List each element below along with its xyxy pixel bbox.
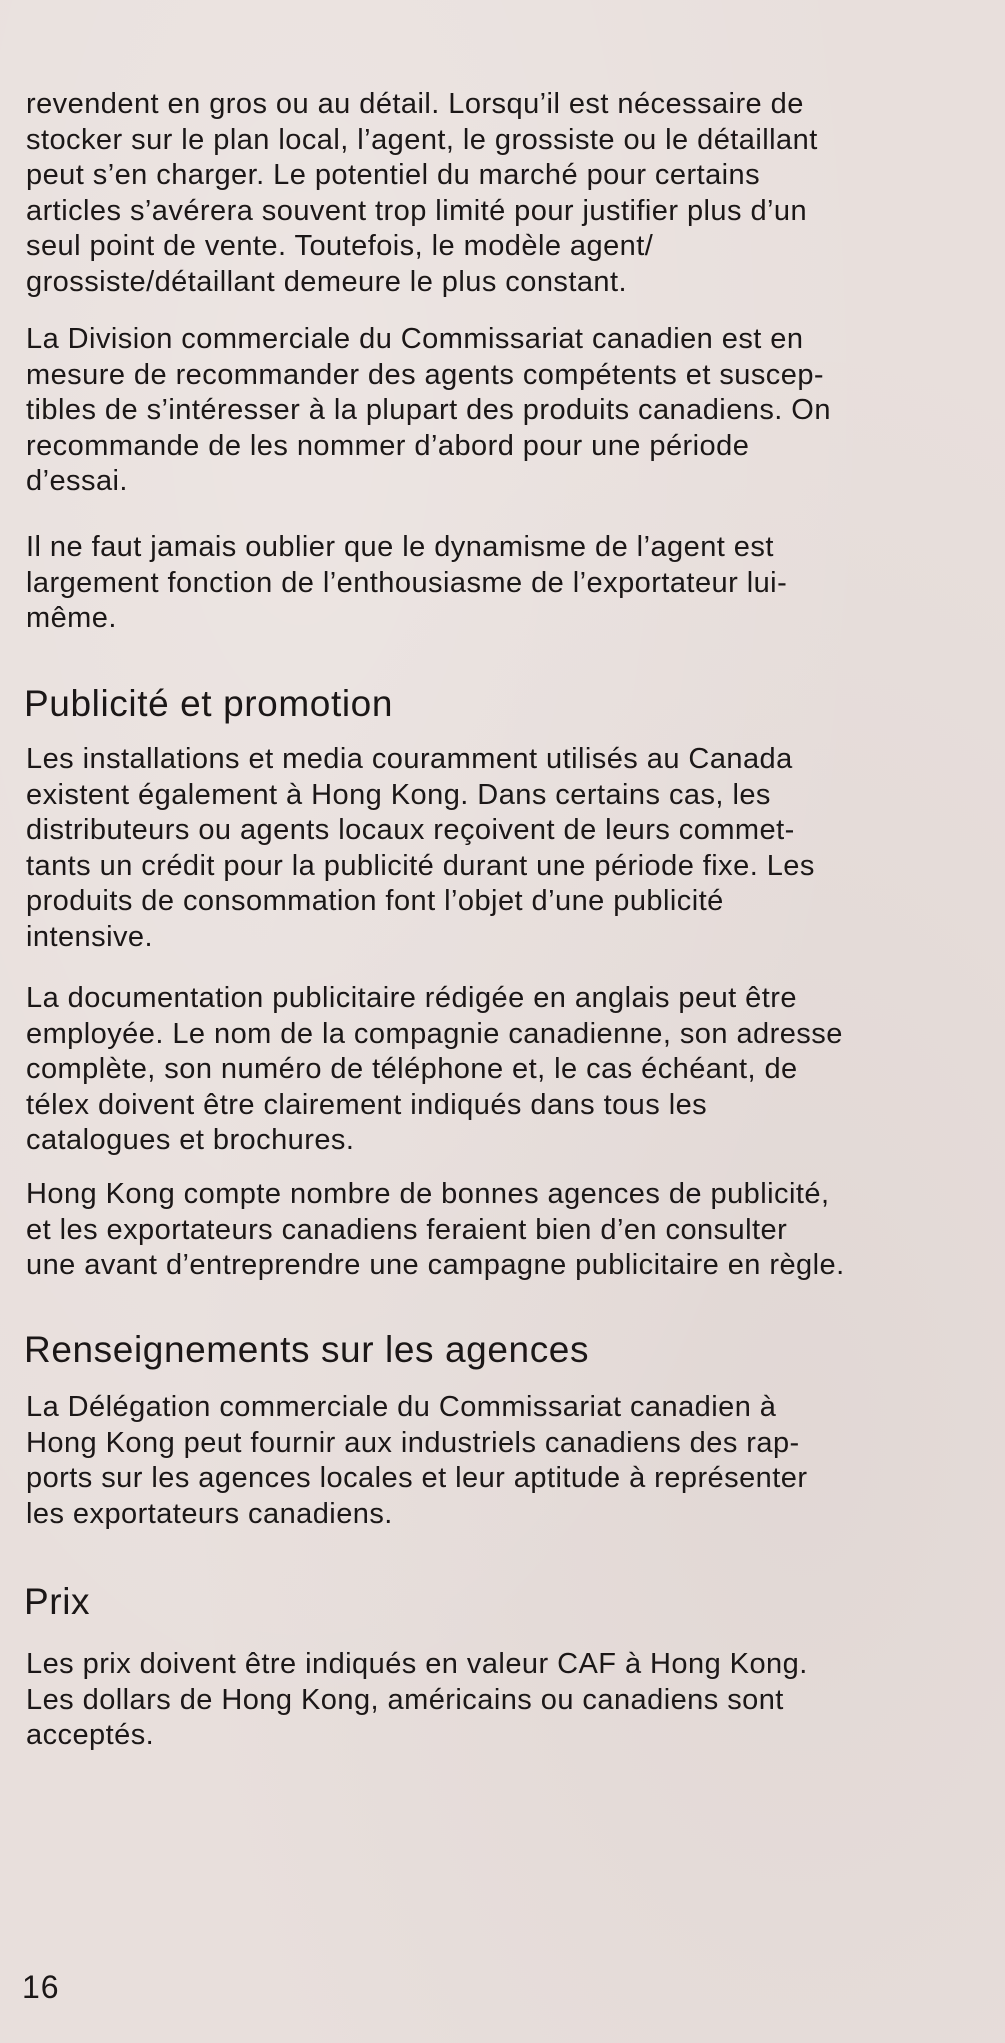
text-line: Hong Kong compte nombre de bonnes agences de publicité, xyxy=(26,1178,830,1210)
text-line: largement fonction de l’enthousiasme de l’exportateur lui- xyxy=(26,566,788,599)
text-line: La documentation publicitaire rédigée en anglais peut être xyxy=(26,982,797,1014)
text-line: produits de consommation font l’objet d’une publicité xyxy=(26,885,724,917)
text-line: distributeurs ou agents locaux reçoivent de leurs commet- xyxy=(26,814,795,846)
text-line: une avant d’entreprendre une campagne publicitaire en règle. xyxy=(26,1249,845,1281)
text-line: Les installations et media couramment utilisés au Canada xyxy=(26,743,793,775)
page-number: 16 xyxy=(22,1969,60,2005)
paragraph-prix xyxy=(26,1647,986,1754)
paragraph-documentation-publicitaire xyxy=(26,981,986,1159)
heading-publicite-promotion: Publicité et promotion xyxy=(24,683,393,724)
text-line: d’essai. xyxy=(26,465,128,497)
text-line: recommande de les nommer d’abord pour une période xyxy=(26,429,750,462)
text-line: employée. Le nom de la compagnie canadienne, son adresse xyxy=(26,1017,843,1050)
text-line: grossiste/détaillant demeure le plus constant. xyxy=(26,265,628,298)
text-line: et les exportateurs canadiens feraient bien d’en consulter xyxy=(26,1213,788,1246)
paragraph-dynamisme-agent xyxy=(26,530,986,637)
text-line: tibles de s’intéresser à la plupart des produits canadiens. On xyxy=(26,394,831,426)
text-line: télex doivent être clairement indiqués dans tous les xyxy=(26,1088,708,1121)
text-line: mesure de recommander des agents compétents et suscep- xyxy=(26,358,825,391)
text-line: complète, son numéro de téléphone et, le cas échéant, de xyxy=(26,1053,798,1085)
paragraph-installations-media xyxy=(26,742,986,955)
heading-renseignements-agences: Renseignements sur les agences xyxy=(24,1329,590,1370)
paragraph-agents-distribution xyxy=(26,87,986,300)
text-line: La Délégation commerciale du Commissariat canadien à xyxy=(26,1391,777,1423)
text-line: Hong Kong peut fournir aux industriels canadiens des rap- xyxy=(26,1426,800,1459)
text-line: existent également à Hong Kong. Dans certains cas, les xyxy=(26,778,771,811)
text-line: Il ne faut jamais oublier que le dynamisme de l’agent est xyxy=(26,531,774,563)
text-line: ports sur les agences locales et leur aptitude à représenter xyxy=(26,1462,808,1494)
heading-prix: Prix xyxy=(24,1581,91,1622)
text-line: revendent en gros ou au détail. Lorsqu’il est nécessaire de xyxy=(26,88,804,120)
text-line: peut s’en charger. Le potentiel du marché pour certains xyxy=(26,159,761,191)
text-line: intensive. xyxy=(26,920,154,953)
text-line: les exportateurs canadiens. xyxy=(26,1497,393,1530)
text-line: même. xyxy=(26,602,117,634)
text-line: acceptés. xyxy=(26,1719,155,1751)
paragraph-delegation-commerciale xyxy=(26,1390,986,1532)
text-line: Les dollars de Hong Kong, américains ou canadiens sont xyxy=(26,1683,784,1716)
text-line: seul point de vente. Toutefois, le modèle agent/ xyxy=(26,230,654,262)
paragraph-agences-publicite xyxy=(26,1177,986,1284)
paragraph-division-commerciale xyxy=(26,322,986,500)
text-line: La Division commerciale du Commissariat canadien est en xyxy=(26,323,804,355)
text-line: catalogues et brochures. xyxy=(26,1124,355,1156)
text-line: tants un crédit pour la publicité durant une période fixe. Les xyxy=(26,849,815,882)
text-line: Les prix doivent être indiqués en valeur CAF à Hong Kong. xyxy=(26,1648,808,1680)
text-line: stocker sur le plan local, l’agent, le grossiste ou le détaillant xyxy=(26,123,818,156)
text-line: articles s’avérera souvent trop limité pour justifier plus d’un xyxy=(26,194,808,227)
